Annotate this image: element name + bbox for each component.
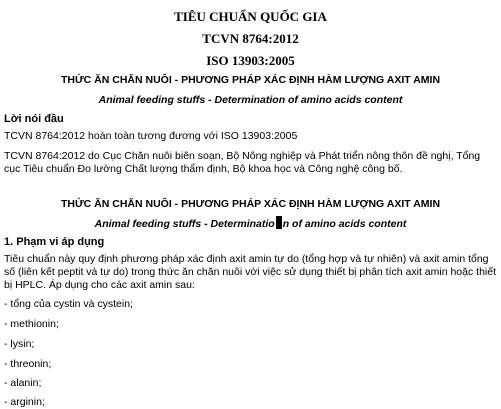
foreword-paragraph-1: TCVN 8764:2012 hoàn toàn tương đương với ISO 13903:2005 <box>4 130 298 142</box>
list-item: - alanin; <box>4 377 42 389</box>
vietnamese-title: THỨC ĂN CHĂN NUÔI - PHƯƠNG PHÁP XÁC ĐỊNH HÀM LƯỢNG AXIT AMIN <box>60 74 441 86</box>
foreword-paragraph-2: TCVN 8764:2012 do Cục Chăn nuôi biên soạn, Bộ Nông nghiệp và Phát triển nông thôn đề nghị, Tổng cục Tiêu chuẩn Đo lường Chất lượng thẩm định, Bộ khoa học và Công nghệ công bố. <box>4 150 481 175</box>
standard-code: TCVN 8764:2012 <box>202 31 299 46</box>
english-title-repeat <box>0 216 501 231</box>
list-item: - methionin; <box>4 318 59 330</box>
text-cursor[interactable] <box>276 216 282 229</box>
scope-paragraph: Tiêu chuẩn này quy định phương pháp xác định axit amin tự do (tổng hợp và tự nhiên) và axit amin tổng số (liên kết peptit và tự do) trong thức ăn chăn nuôi với việc sử dụng thiết bị phân tích axit amin hoặc thiết bị HPLC. Áp dụng cho các axit amin sau: <box>4 253 496 291</box>
english-title: Animal feeding stuffs - Determination of amino acids content <box>98 94 403 106</box>
list-item: - threonin; <box>4 358 52 370</box>
english-title-repeat-part-2: n of amino acids content <box>282 218 407 230</box>
list-item: - lysin; <box>4 338 35 350</box>
scope-heading: 1. Phạm vi áp dụng <box>4 236 105 248</box>
list-item: - arginin; <box>4 396 45 408</box>
foreword-heading: Lời nói đầu <box>4 113 64 125</box>
list-item: - tổng của cystin và cystein; <box>4 298 133 310</box>
iso-code: ISO 13903:2005 <box>206 53 295 68</box>
vietnamese-title-repeat: THỨC ĂN CHĂN NUÔI - PHƯƠNG PHÁP XÁC ĐỊNH HÀM LƯỢNG AXIT AMIN <box>60 198 441 210</box>
national-standard-title: TIÊU CHUẨN QUỐC GIA <box>174 9 327 24</box>
english-title-repeat-part-1: Animal feeding stuffs - Determinatio <box>94 218 275 230</box>
